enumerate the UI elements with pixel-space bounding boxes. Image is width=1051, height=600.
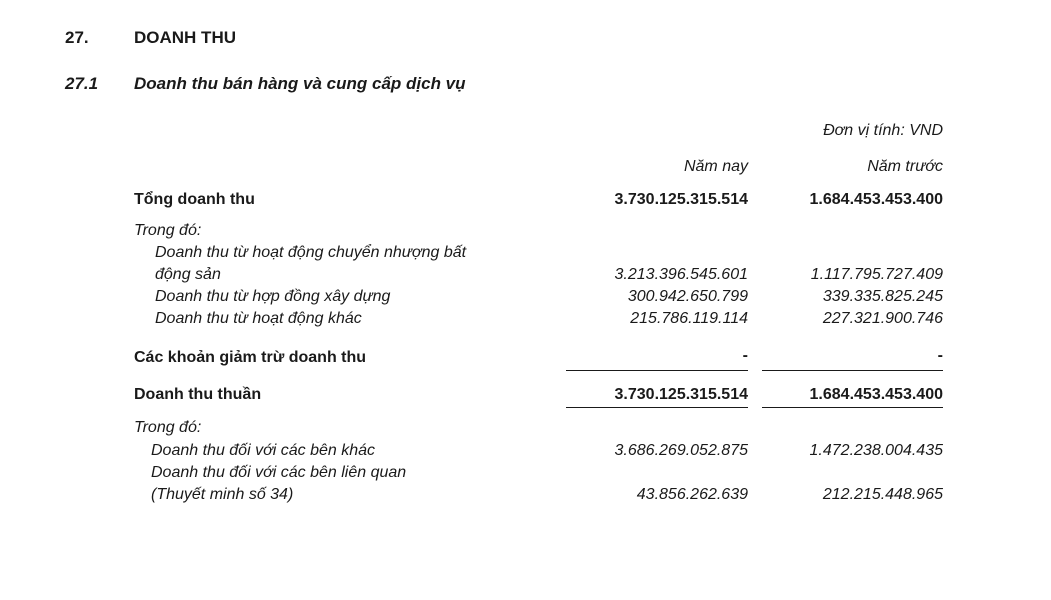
net-revenue-label: Doanh thu thuần (134, 386, 262, 403)
net-revenue-current: 3.730.125.315.514 (614, 386, 748, 403)
real-estate-label-line1: Doanh thu từ hoạt động chuyển nhượng bất (155, 244, 467, 261)
related-parties-label-line1: Doanh thu đối với các bên liên quan (151, 464, 407, 481)
real-estate-current: 3.213.396.545.601 (614, 266, 748, 283)
total-rule-current (566, 407, 748, 408)
real-estate-label-line2: động sản (155, 266, 221, 283)
other-parties-previous: 1.472.238.004.435 (809, 442, 943, 459)
of-which-label-2: Trong đó: (134, 419, 202, 436)
total-rule-previous (762, 407, 943, 408)
unit-label: Đơn vị tính: VND (823, 122, 943, 139)
subtotal-rule-previous (762, 370, 943, 371)
subsection-title: Doanh thu bán hàng và cung cấp dịch vụ (134, 74, 466, 93)
related-parties-label-line2: (Thuyết minh số 34) (151, 486, 294, 503)
related-parties-previous: 212.215.448.965 (822, 486, 943, 503)
deductions-previous: - (937, 347, 943, 364)
other-activities-current: 215.786.119.114 (630, 310, 748, 327)
column-header-previous-year: Năm trước (867, 158, 943, 175)
deductions-label: Các khoản giảm trừ doanh thu (134, 349, 367, 366)
total-revenue-previous: 1.684.453.453.400 (809, 191, 943, 208)
total-revenue-current: 3.730.125.315.514 (614, 191, 748, 208)
subtotal-rule-current (566, 370, 748, 371)
subsection-number: 27.1 (65, 74, 99, 93)
column-header-current-year: Năm nay (683, 158, 748, 175)
construction-previous: 339.335.825.245 (822, 288, 943, 305)
other-parties-label: Doanh thu đối với các bên khác (151, 442, 376, 459)
construction-current: 300.942.650.799 (627, 288, 748, 305)
other-parties-current: 3.686.269.052.875 (614, 442, 748, 459)
total-revenue-label: Tổng doanh thu (134, 191, 255, 208)
section-number: 27. (65, 28, 89, 47)
net-revenue-previous: 1.684.453.453.400 (809, 386, 943, 403)
construction-label: Doanh thu từ hợp đồng xây dựng (155, 288, 391, 305)
other-activities-label: Doanh thu từ hoạt động khác (155, 310, 362, 327)
of-which-label: Trong đó: (134, 222, 202, 239)
related-parties-current: 43.856.262.639 (636, 486, 748, 503)
other-activities-previous: 227.321.900.746 (822, 310, 943, 327)
section-title: DOANH THU (134, 28, 236, 47)
real-estate-previous: 1.117.795.727.409 (810, 266, 943, 283)
deductions-current: - (742, 347, 748, 364)
